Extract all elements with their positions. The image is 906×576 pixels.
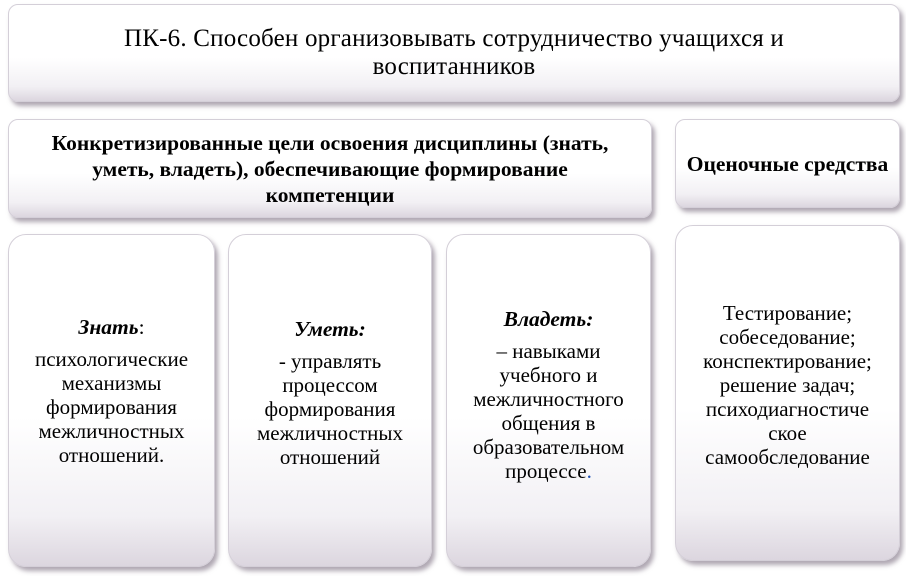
know-line: межличностных [38,419,185,443]
can-text [253,349,407,469]
competency-title-box [8,4,900,102]
own-trailing-dot: . [586,459,592,483]
own-line: учебного и [499,363,598,387]
own-line: – навыками [496,339,601,363]
know-heading: Знать: [78,315,145,339]
know-text [31,347,192,467]
assessment-header-text: Оценочные средства [686,151,889,176]
tool-line: конспектирование; [703,349,872,373]
own-heading: Владеть: [503,307,594,331]
know-line: формирования [46,395,177,419]
can-line: процессом [282,373,378,397]
goals-header-box [8,119,652,218]
know-line: отношений. [58,443,165,467]
can-line: межличностных [256,421,403,445]
assessment-tools-text [699,301,876,469]
can-line: - управлять [278,349,382,373]
own-line: межличностного [473,387,624,411]
tool-line: Тестирование; [722,301,853,325]
can-heading: Уметь: [294,317,366,341]
know-line: механизмы [61,371,162,395]
own-column [446,234,651,567]
know-line: психологические [34,347,189,371]
own-line-last: процессе. [505,459,592,483]
tool-line: самообследование [705,445,870,469]
can-column [228,234,432,567]
goals-header-text: Конкретизированные цели освоения дисциплины (знать, уметь, владеть), обеспечивающие формирование компетенции [51,130,609,207]
own-text [469,339,628,483]
own-line: образовательном [472,435,625,459]
tool-line: ское [768,421,807,445]
assessment-tools-column [675,225,900,561]
know-column [8,234,215,567]
can-line: отношений [279,445,381,469]
tool-line: решение задач; [719,373,856,397]
tool-line: собеседование; [719,325,856,349]
own-line: общения в [501,411,596,435]
competency-title: ПК-6. Способен организовывать сотрудничество учащихся и воспитанников [124,25,784,80]
can-line: формирования [264,397,396,421]
tool-line: психодиагностиче [705,397,870,421]
assessment-header-box [675,119,900,208]
